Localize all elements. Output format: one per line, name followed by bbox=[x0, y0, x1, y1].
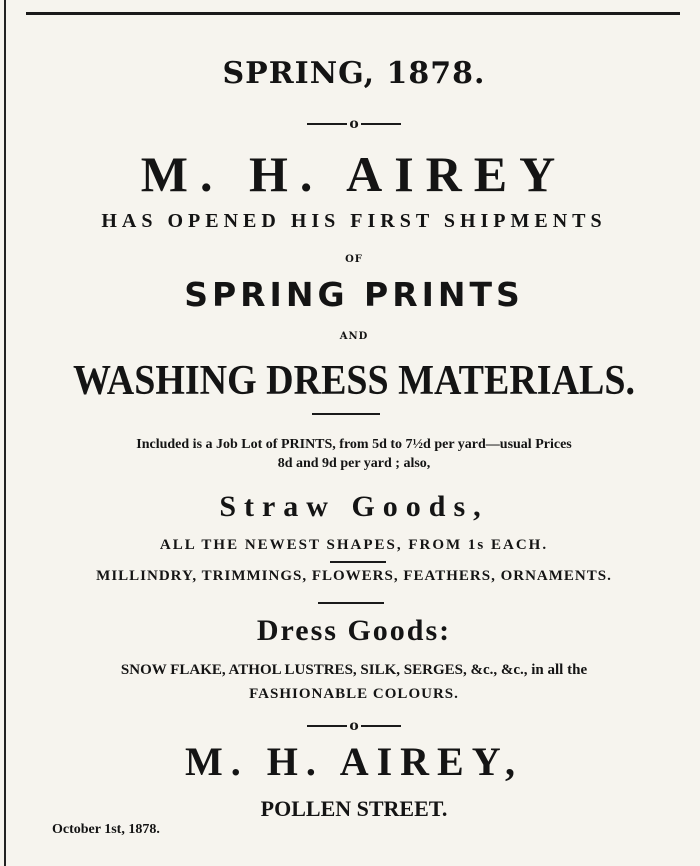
ornament-icon bbox=[307, 116, 400, 132]
ornament-divider bbox=[14, 110, 694, 132]
top-rule bbox=[26, 12, 680, 15]
ornament-divider bbox=[14, 712, 694, 734]
opened-shipments-line: HAS OPENED HIS FIRST SHIPMENTS bbox=[101, 210, 607, 232]
straw-goods-heading: Straw Goods, bbox=[219, 490, 489, 523]
merchant-name: M. H. AIREY bbox=[140, 146, 568, 202]
short-divider bbox=[330, 561, 386, 563]
shapes-line: ALL THE NEWEST SHAPES, FROM 1s EACH. bbox=[159, 537, 549, 553]
spring-prints-heading: SPRING PRINTS bbox=[184, 275, 524, 314]
advert-date: October 1st, 1878. bbox=[52, 822, 160, 837]
job-lot-text-continued: 8d and 9d per yard ; also, bbox=[277, 456, 431, 471]
ornament-glyph: o bbox=[349, 116, 359, 132]
short-divider bbox=[318, 602, 384, 604]
washing-materials-heading: WASHING DRESS MATERIALS. bbox=[72, 357, 636, 405]
dress-goods-heading: Dress Goods: bbox=[256, 614, 452, 647]
ornament-glyph: o bbox=[349, 718, 359, 734]
street-address: POLLEN STREET. bbox=[260, 796, 448, 821]
column-border bbox=[4, 0, 6, 866]
fabrics-line: SNOW FLAKE, ATHOL LUSTRES, SILK, SERGES, &c., &c., in all the bbox=[120, 662, 588, 678]
merchant-name-footer: M. H. AIREY, bbox=[185, 739, 523, 784]
season-heading: SPRING, 1878. bbox=[222, 56, 486, 91]
short-divider bbox=[312, 413, 380, 415]
job-lot-text: Included is a Job Lot of PRINTS, from 5d to 7½d per yard—usual Prices bbox=[136, 437, 572, 452]
ornament-icon bbox=[307, 718, 400, 734]
and-connector: AND bbox=[339, 331, 369, 342]
millinery-line: MILLINDRY, TRIMMINGS, FLOWERS, FEATHERS, ORNAMENTS. bbox=[96, 568, 612, 584]
of-connector: OF bbox=[345, 254, 363, 265]
fabrics-line-continued: FASHIONABLE COLOURS. bbox=[249, 686, 459, 702]
